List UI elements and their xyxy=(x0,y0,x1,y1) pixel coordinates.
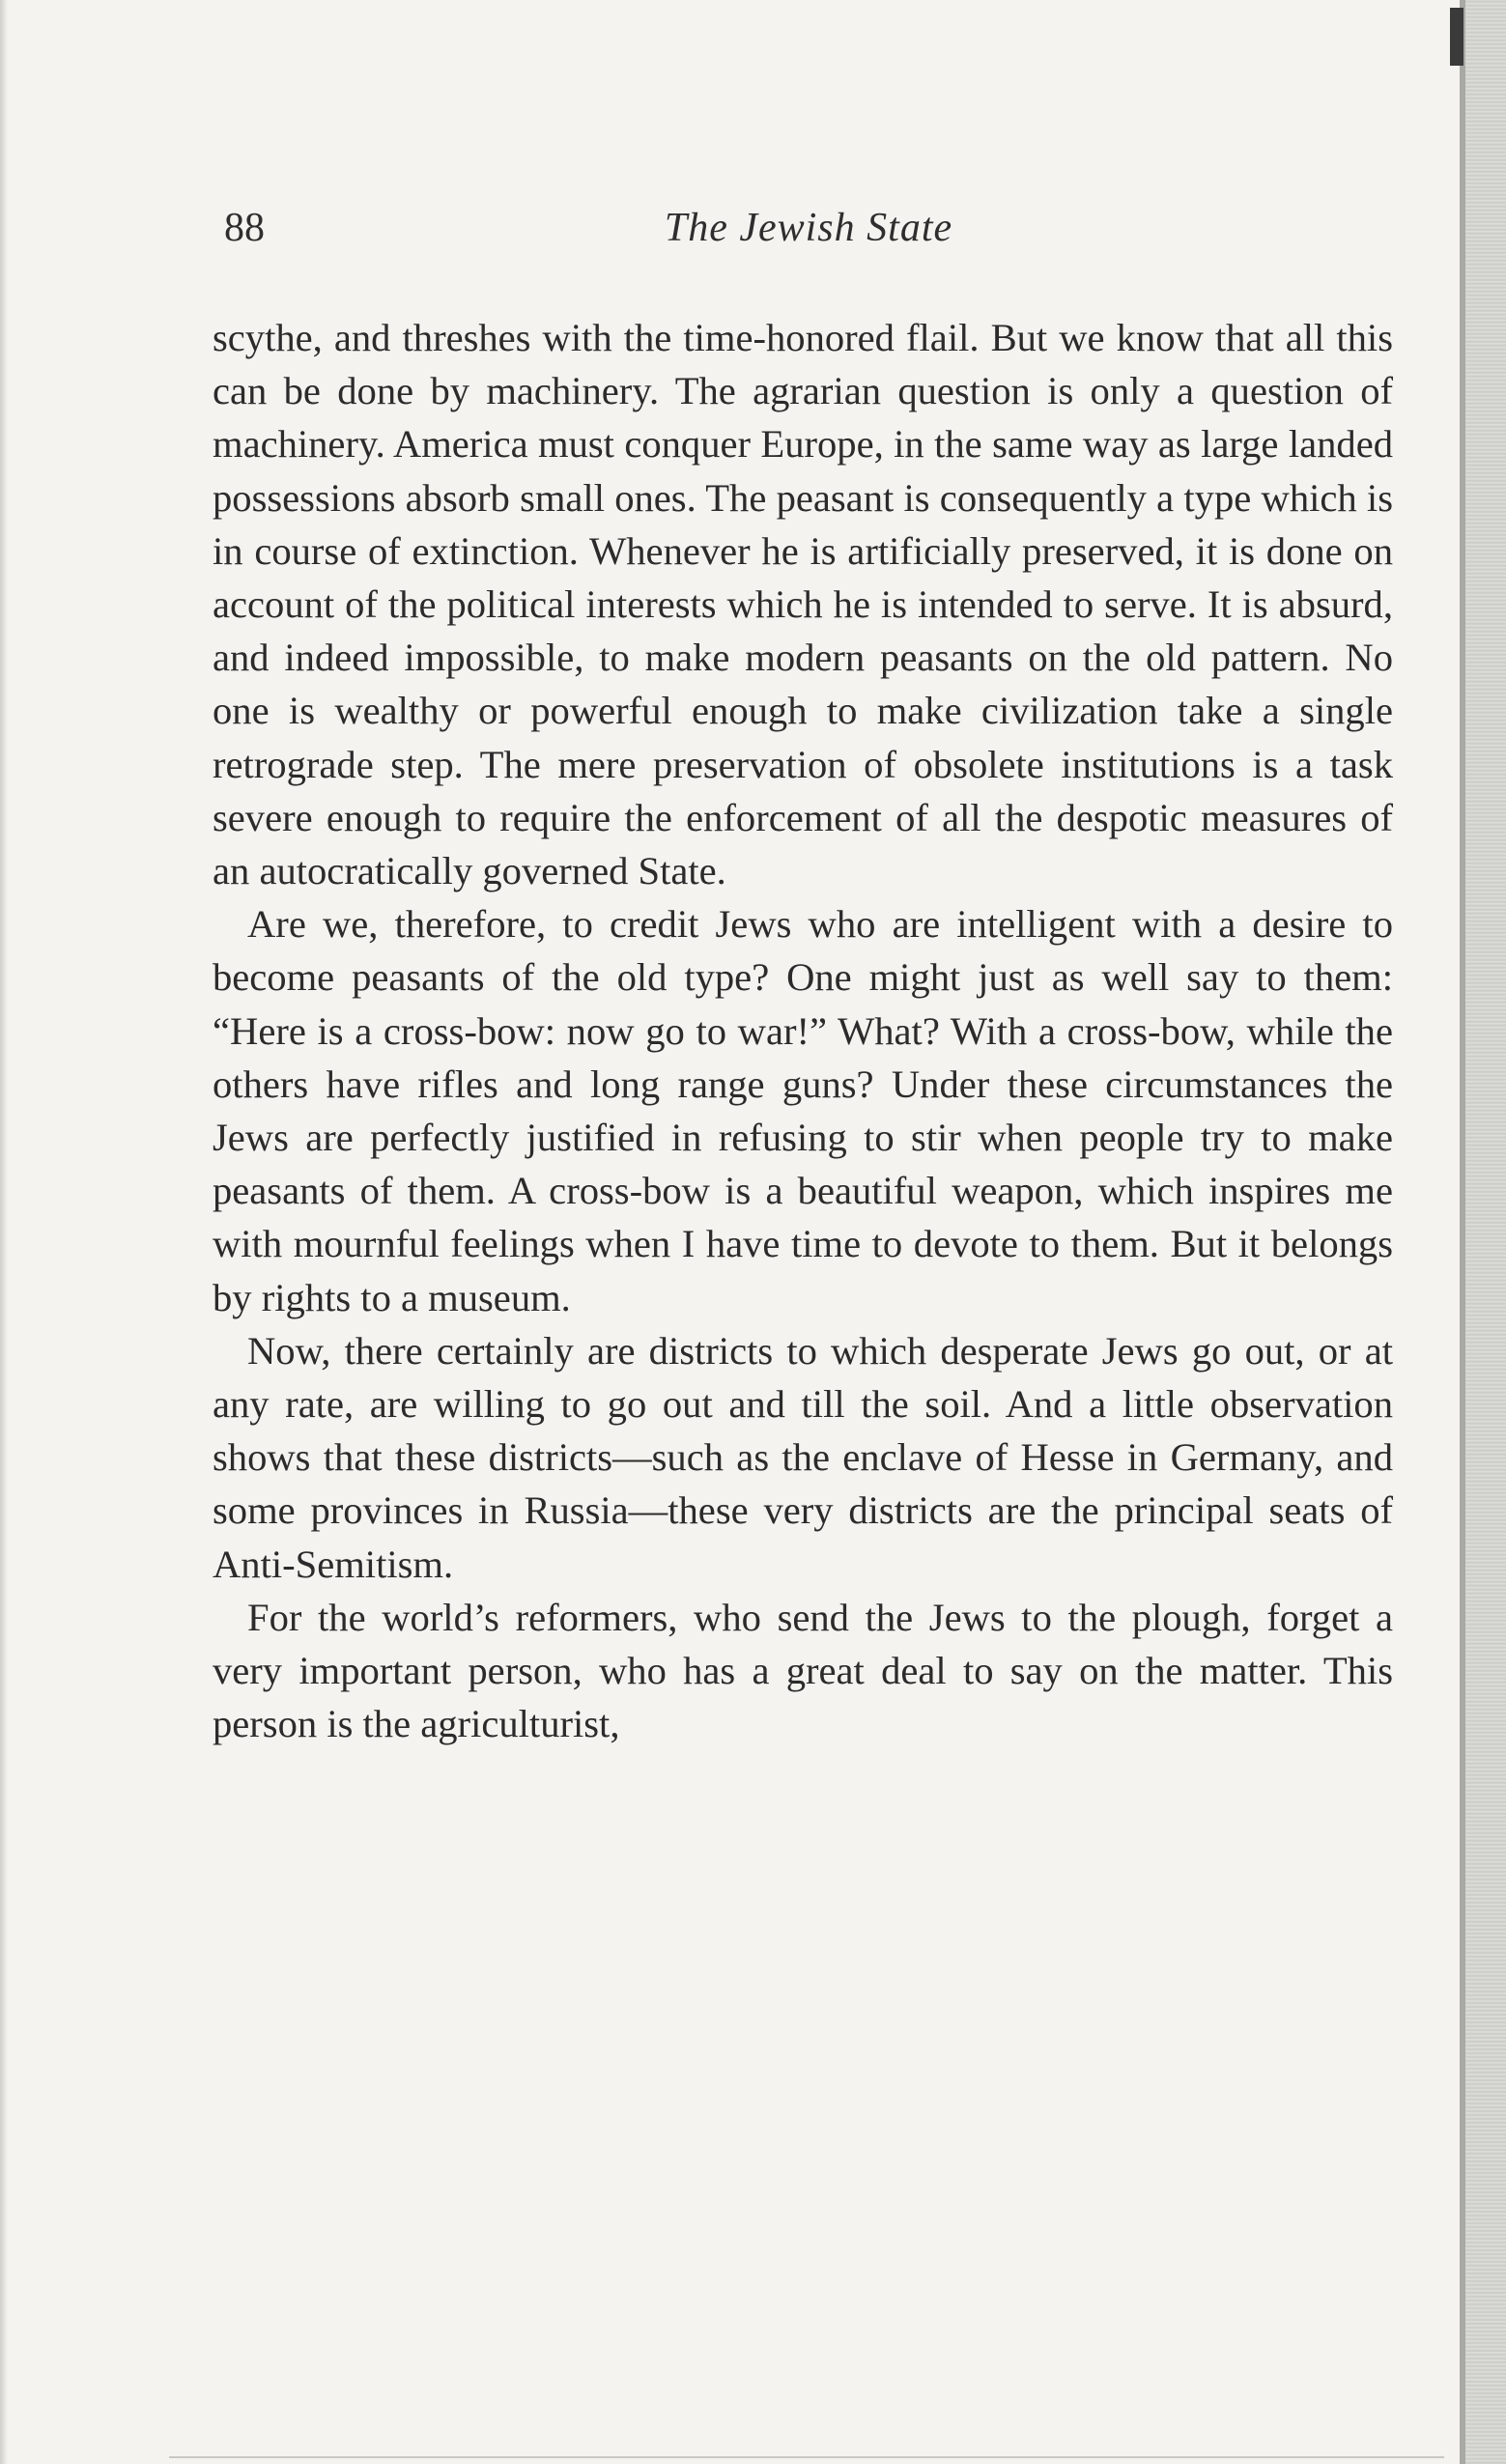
body-text xyxy=(213,311,1393,1750)
page-edge-right xyxy=(1460,0,1506,2464)
page-corner-mark xyxy=(1450,8,1463,66)
paragraph-3: Now, there certainly are districts to which desperate Jews go out, or at any rate, are willing to go out and till the soil. And a little observation shows that these districts—such as the enclave of Hesse in Germany, and some provinces in Russia—these very districts are the principal seats of Anti-Semitism. xyxy=(213,1328,1393,1586)
paragraph-4: For the world’s reformers, who send the Jews to the plough, forget a very important person, who has a great deal to say on the matter. This person is the agriculturist, xyxy=(213,1595,1393,1746)
paragraph-1: scythe, and threshes with the time-honored flail. But we know that all this can be done by machinery. The agrarian question is only a question of machinery. America must conquer Europe, in the same way as large landed possessions absorb small ones. The peasant is consequently a type which is in course of extinction. Whenever he is artificially preserved, it is done on account of the political interests which he is intended to serve. It is absurd, and indeed impossible, to make modern peasants on the old pattern. No one is wealthy or powerful enough to make civilization take a single retrograde step. The mere preservation of obsolete institutions is a task severe enough to require the enforcement of all the despotic measures of an autocratically governed State. xyxy=(213,316,1393,893)
bottom-rule xyxy=(169,2456,1444,2458)
page-header xyxy=(224,205,1393,263)
page-number: 88 xyxy=(224,206,265,250)
paragraph-2: Are we, therefore, to credit Jews who are intelligent with a desire to become peasants of the old type? One might just as well say to them: “Here is a cross-bow: now go to war!” What? With a cross-bow, while the others have rifles and long range guns? Under these circumstances the Jews are perfectly justified in refusing to stir when people try to make peasants of them. A cross-bow is a beautiful weapon, which inspires me with mournful feelings when I have time to devote to them. But it belongs by rights to a museum. xyxy=(213,902,1393,1319)
running-title: The Jewish State xyxy=(664,206,953,250)
page-edge-left xyxy=(0,0,8,2464)
